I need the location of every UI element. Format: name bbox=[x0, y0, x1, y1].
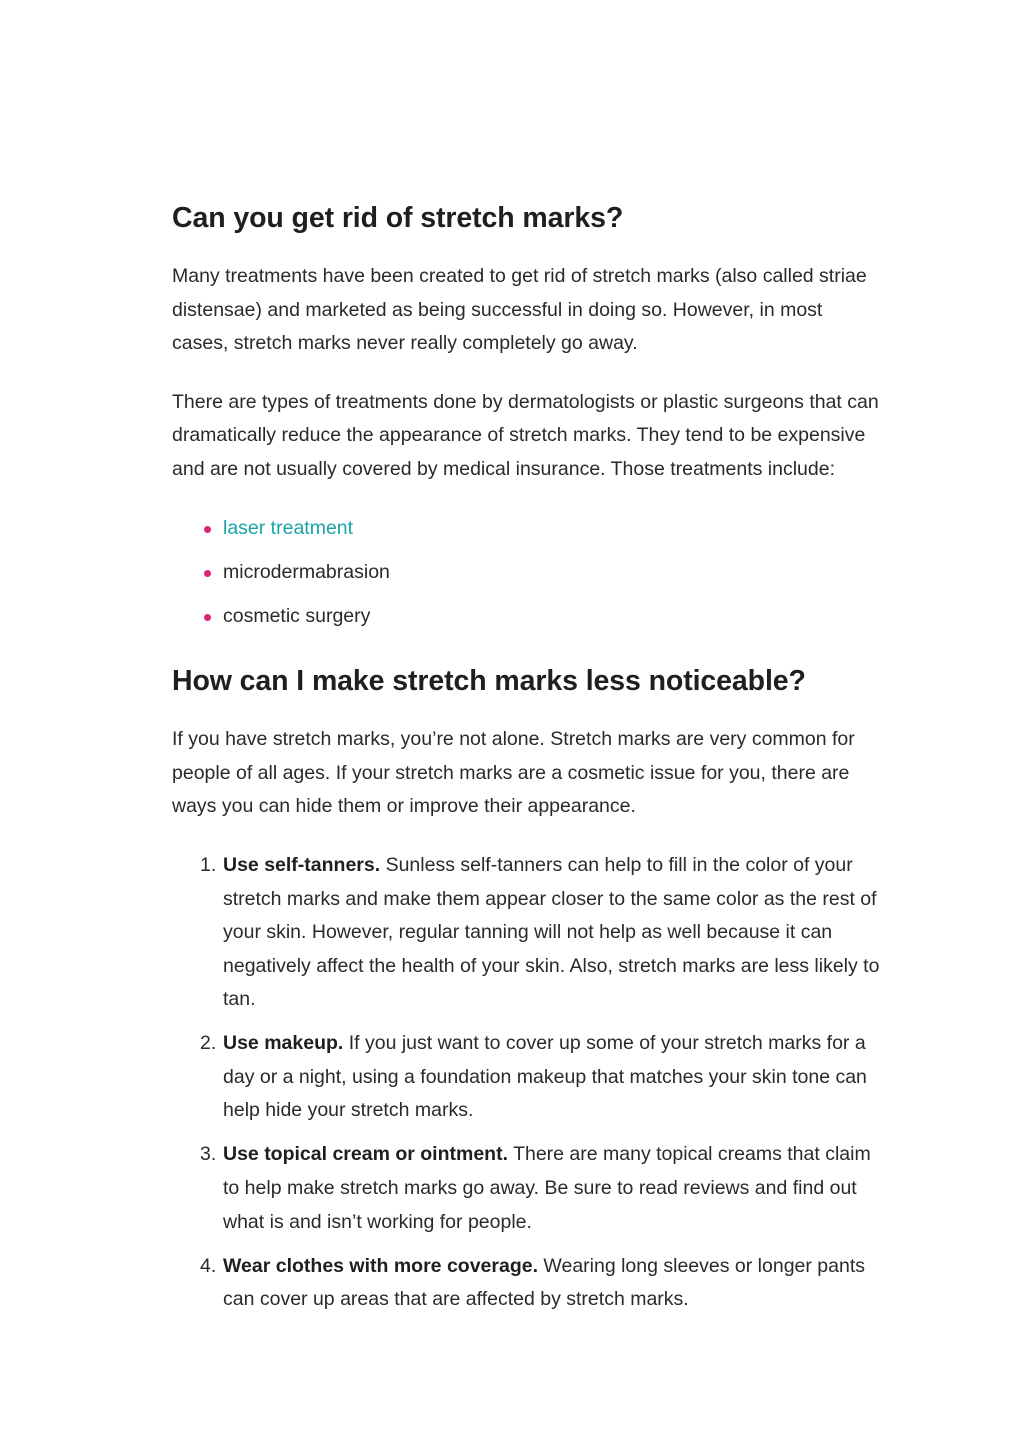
list-item bbox=[172, 556, 884, 590]
list-item bbox=[172, 512, 884, 546]
article-body bbox=[172, 196, 884, 1327]
tip-body: Sunless self-tanners can help to fill in the color of your stretch marks and make them appear closer to the same color as the rest of your skin. However, regular tanning will not help as well because it can negatively affect the health of your skin. Also, stretch marks are less likely to tan. bbox=[223, 853, 880, 1011]
tip-body: Wearing long sleeves or longer pants can cover up areas that are affected by stretch marks. bbox=[223, 1254, 865, 1311]
tip-body: If you just want to cover up some of your stretch marks for a day or a night, using a foundation makeup that matches your skin tone can help hide your stretch marks. bbox=[223, 1032, 867, 1122]
tip-title: Use makeup. bbox=[223, 1032, 344, 1055]
list-item bbox=[172, 1250, 884, 1317]
list-item-number: 2. bbox=[200, 1032, 217, 1055]
bullet-dot-icon bbox=[204, 614, 211, 621]
list-item bbox=[172, 1027, 884, 1128]
section-heading-less-noticeable: How can I make stretch marks less noticeable? bbox=[172, 665, 806, 698]
list-item-label: cosmetic surgery bbox=[223, 604, 371, 627]
paragraph-treatments-types: There are types of treatments done by dermatologists or plastic surgeons that can dramatically reduce the appearance of stretch marks. They tend to be expensive and are not usually covered by medical insurance. Those treatments include: bbox=[172, 390, 879, 480]
list-item-number: 1. bbox=[200, 853, 217, 876]
tip-title: Wear clothes with more coverage. bbox=[223, 1254, 538, 1277]
list-item bbox=[172, 600, 884, 634]
paragraph-not-alone: If you have stretch marks, you’re not alone. Stretch marks are very common for people of all ages. If your stretch marks are a cosmetic issue for you, there are ways you can hide them or improve their appearance. bbox=[172, 728, 855, 818]
treatments-list bbox=[172, 512, 884, 634]
list-item bbox=[172, 849, 884, 1017]
bullet-dot-icon bbox=[204, 570, 211, 577]
list-item-label: microdermabrasion bbox=[223, 560, 390, 583]
bullet-dot-icon bbox=[204, 526, 211, 533]
paragraph-treatments-intro: Many treatments have been created to get rid of stretch marks (also called striae distensae) and marketed as being successful in doing so. However, in most cases, stretch marks never really completely go away. bbox=[172, 265, 867, 355]
list-item-number: 4. bbox=[200, 1254, 217, 1277]
tip-body: There are many topical creams that claim to help make stretch marks go away. Be sure to read reviews and find out what is and isn’t working for people. bbox=[223, 1143, 871, 1233]
tip-title: Use self-tanners. bbox=[223, 853, 381, 876]
laser-treatment-link[interactable]: laser treatment bbox=[223, 516, 354, 539]
list-item bbox=[172, 1138, 884, 1239]
tips-list bbox=[172, 849, 884, 1317]
section-heading-get-rid: Can you get rid of stretch marks? bbox=[172, 202, 624, 234]
list-item-number: 3. bbox=[200, 1143, 217, 1166]
tip-title: Use topical cream or ointment. bbox=[223, 1143, 508, 1166]
